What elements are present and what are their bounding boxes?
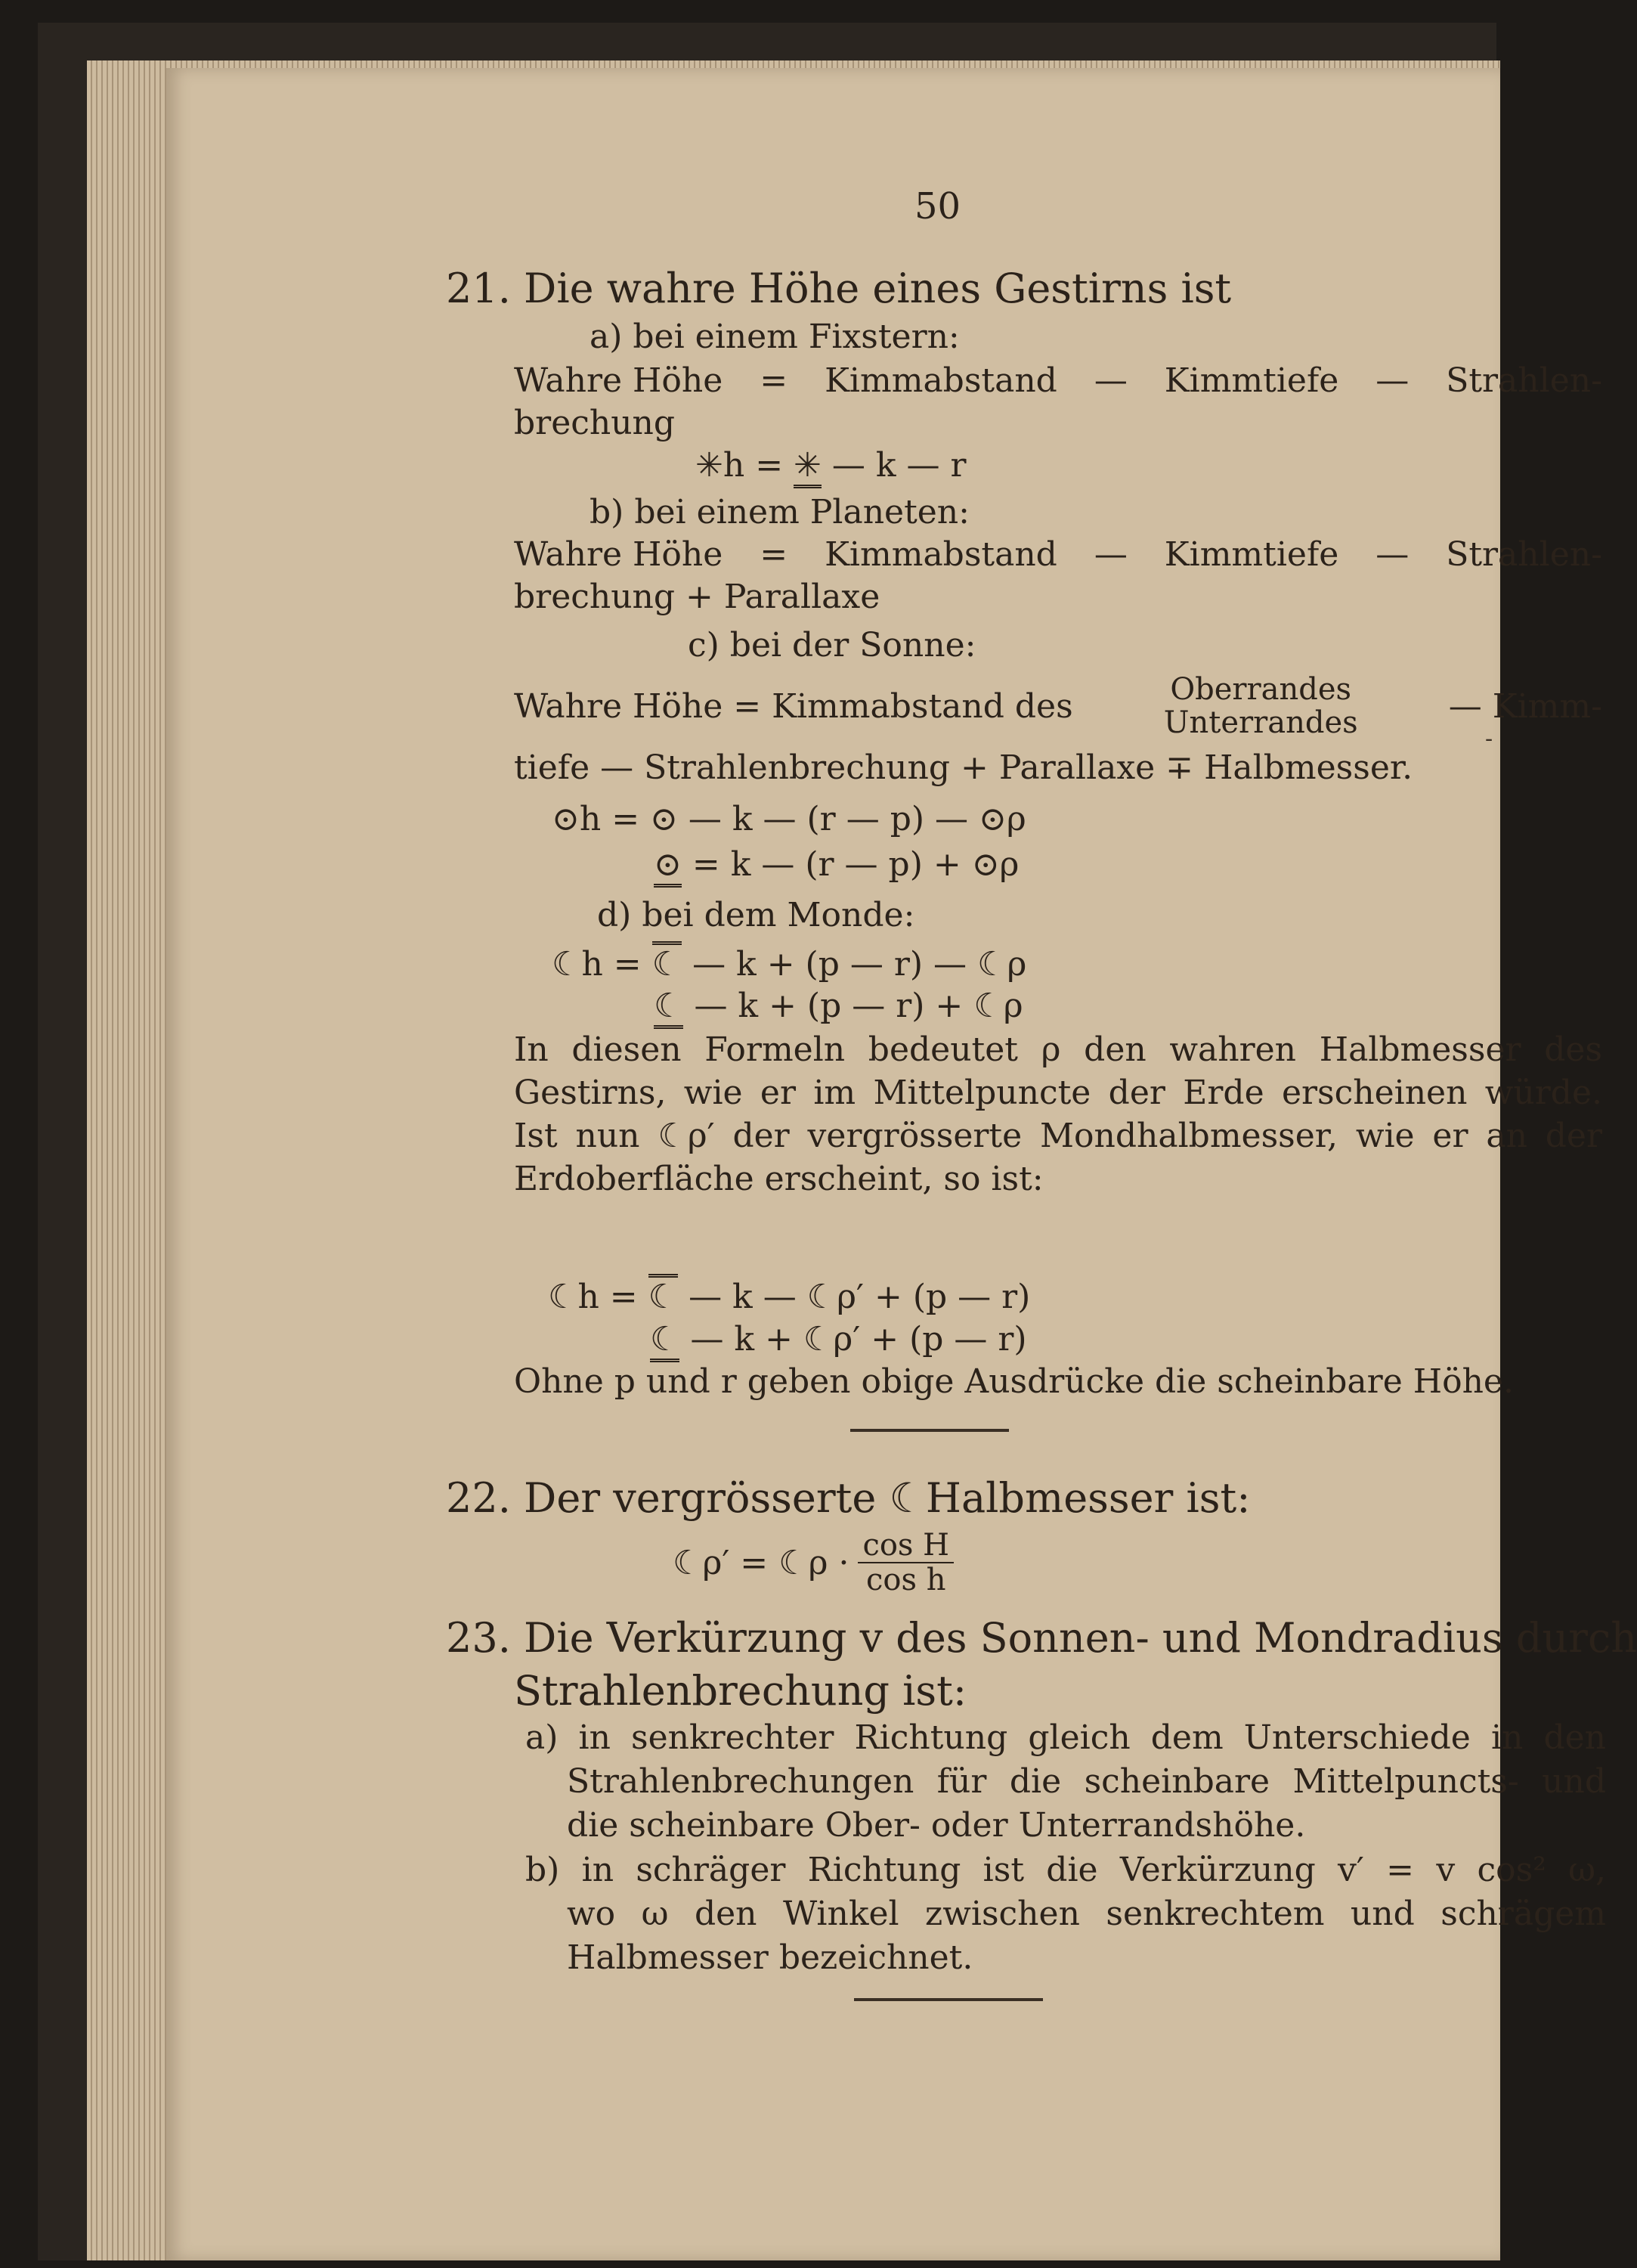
text-span: — Kimm-	[1448, 686, 1602, 726]
page-number: 50	[914, 185, 961, 228]
text-span: Kimmtiefe	[1164, 361, 1339, 400]
s21-e-formula1	[548, 1278, 1030, 1316]
formula-part: ☾h =	[552, 945, 652, 984]
moon-symbol: ☾	[648, 1274, 678, 1316]
s21-c-line2: tiefe — Strahlenbrechung + Parallaxe ∓ Halbmesser.	[514, 748, 1413, 787]
s21-b-label: b) bei einem Planeten:	[590, 493, 970, 531]
text-span: Strahlen-	[1446, 535, 1602, 574]
s21-a-line1	[514, 361, 1602, 400]
section-divider	[850, 1429, 1009, 1432]
s21-paragraph	[514, 1028, 1602, 1201]
formula-part: — k — ☾ρ′ + (p — r)	[678, 1278, 1031, 1316]
s21-b-line2: brechung + Parallaxe	[514, 578, 880, 616]
paragraph-line: In diesen Formeln bedeutet ρ den wahren Halbmesser des	[514, 1030, 1602, 1069]
text-span: —	[1094, 361, 1128, 400]
s21-closing-line: Ohne p und r geben obige Ausdrücke die scheinbare Höhe.	[514, 1362, 1514, 1401]
s23-b-block	[525, 1848, 1606, 1980]
formula-part: ✳h =	[695, 446, 794, 485]
s21-d-formula1	[552, 945, 1026, 984]
text-span: Strahlen-	[1446, 361, 1602, 400]
paragraph-line: Ist nun ☾ρ′ der vergrösserte Mondhalbmesser, wie er an der	[514, 1117, 1602, 1155]
formula-part: ☾h =	[548, 1278, 648, 1316]
section-21-heading: 21. Die wahre Höhe eines Gestirns ist	[446, 265, 1232, 312]
book-page	[166, 68, 1637, 2260]
paragraph-line: Halbmesser bezeichnet.	[567, 1938, 973, 1977]
sun-symbol: ⊙	[654, 845, 682, 888]
section-22-heading: 22. Der vergrösserte ☾Halbmesser ist:	[446, 1474, 1251, 1522]
formula-part: — k + ☾ρ′ + (p — r)	[679, 1320, 1027, 1359]
paragraph-line: Strahlenbrechungen für die scheinbare Mittelpuncts- und	[567, 1762, 1606, 1801]
text-span: Wahre Höhe = Kimmabstand des	[514, 686, 1073, 726]
paragraph-line: b) in schräger Richtung ist die Verkürzung v′ = v cos² ω,	[525, 1851, 1606, 1889]
moon-symbol: ☾	[650, 1320, 679, 1362]
text-span: =	[760, 361, 788, 400]
moon-symbol: ☾	[652, 941, 682, 984]
text-span: Kimmabstand	[825, 361, 1057, 400]
s21-a-label: a) bei einem Fixstern:	[590, 318, 960, 356]
text-span: Kimmabstand	[825, 535, 1057, 574]
s23-a-block	[525, 1716, 1606, 1848]
text-span: Wahre Höhe	[514, 361, 723, 400]
fraction-numerator: cos H	[858, 1529, 954, 1563]
section-23-heading-line1: 23. Die Verkürzung v des Sonnen- und Mondradius durch	[446, 1614, 1637, 1662]
formula-part: = k — (r — p) + ⊙ρ	[681, 845, 1020, 884]
lower-edge-label: Unterrandes	[1163, 705, 1358, 740]
text-span: Kimmtiefe	[1164, 535, 1339, 574]
margin-mark: -	[1485, 726, 1493, 752]
upper-edge-label: Oberrandes	[1170, 672, 1352, 707]
formula-part: — k + (p — r) + ☾ρ	[683, 987, 1023, 1025]
text-span: —	[1376, 361, 1410, 400]
s21-c-formula2	[654, 845, 1019, 884]
formula-part: ☾ρ′ = ☾ρ ·	[673, 1543, 849, 1582]
s21-c-line1	[514, 673, 1602, 739]
s21-e-formula2	[650, 1320, 1027, 1359]
s21-d-label: d) bei dem Monde:	[597, 896, 915, 934]
paragraph-line: Gestirns, wie er im Mittelpuncte der Erde erscheinen würde.	[514, 1074, 1602, 1112]
s22-formula	[673, 1529, 954, 1597]
moon-symbol: ☾	[654, 987, 683, 1029]
s21-b-line1	[514, 535, 1602, 574]
fraction-denominator: cos h	[865, 1563, 946, 1597]
cosine-fraction	[858, 1529, 954, 1597]
s21-d-formula2	[654, 987, 1023, 1025]
paragraph-line: a) in senkrechter Richtung gleich dem Unterschiede in den	[525, 1718, 1606, 1757]
formula-part: — k — r	[821, 446, 967, 485]
text-span: Wahre Höhe	[514, 535, 723, 574]
s21-c-label: c) bei der Sonne:	[688, 626, 976, 665]
star-altitude-symbol: ✳	[794, 446, 822, 488]
s21-c-formula1: ⊙h = ⊙ — k — (r — p) — ⊙ρ	[552, 800, 1026, 838]
section-divider	[854, 1998, 1043, 2001]
edge-fraction	[1164, 673, 1358, 739]
s21-a-line2: brechung	[514, 404, 676, 442]
text-span: =	[760, 535, 788, 574]
section-23-heading-line2: Strahlenbrechung ist:	[514, 1667, 967, 1715]
paragraph-line: wo ω den Winkel zwischen senkrechtem und schrägem	[567, 1895, 1606, 1933]
paragraph-line: die scheinbare Ober- oder Unterrandshöhe.	[567, 1806, 1306, 1845]
text-span: —	[1094, 535, 1128, 574]
s21-a-formula	[695, 446, 967, 485]
paragraph-line: Erdoberfläche erscheint, so ist:	[514, 1160, 1044, 1198]
text-span: —	[1376, 535, 1410, 574]
formula-part: — k + (p — r) — ☾ρ	[682, 945, 1027, 984]
